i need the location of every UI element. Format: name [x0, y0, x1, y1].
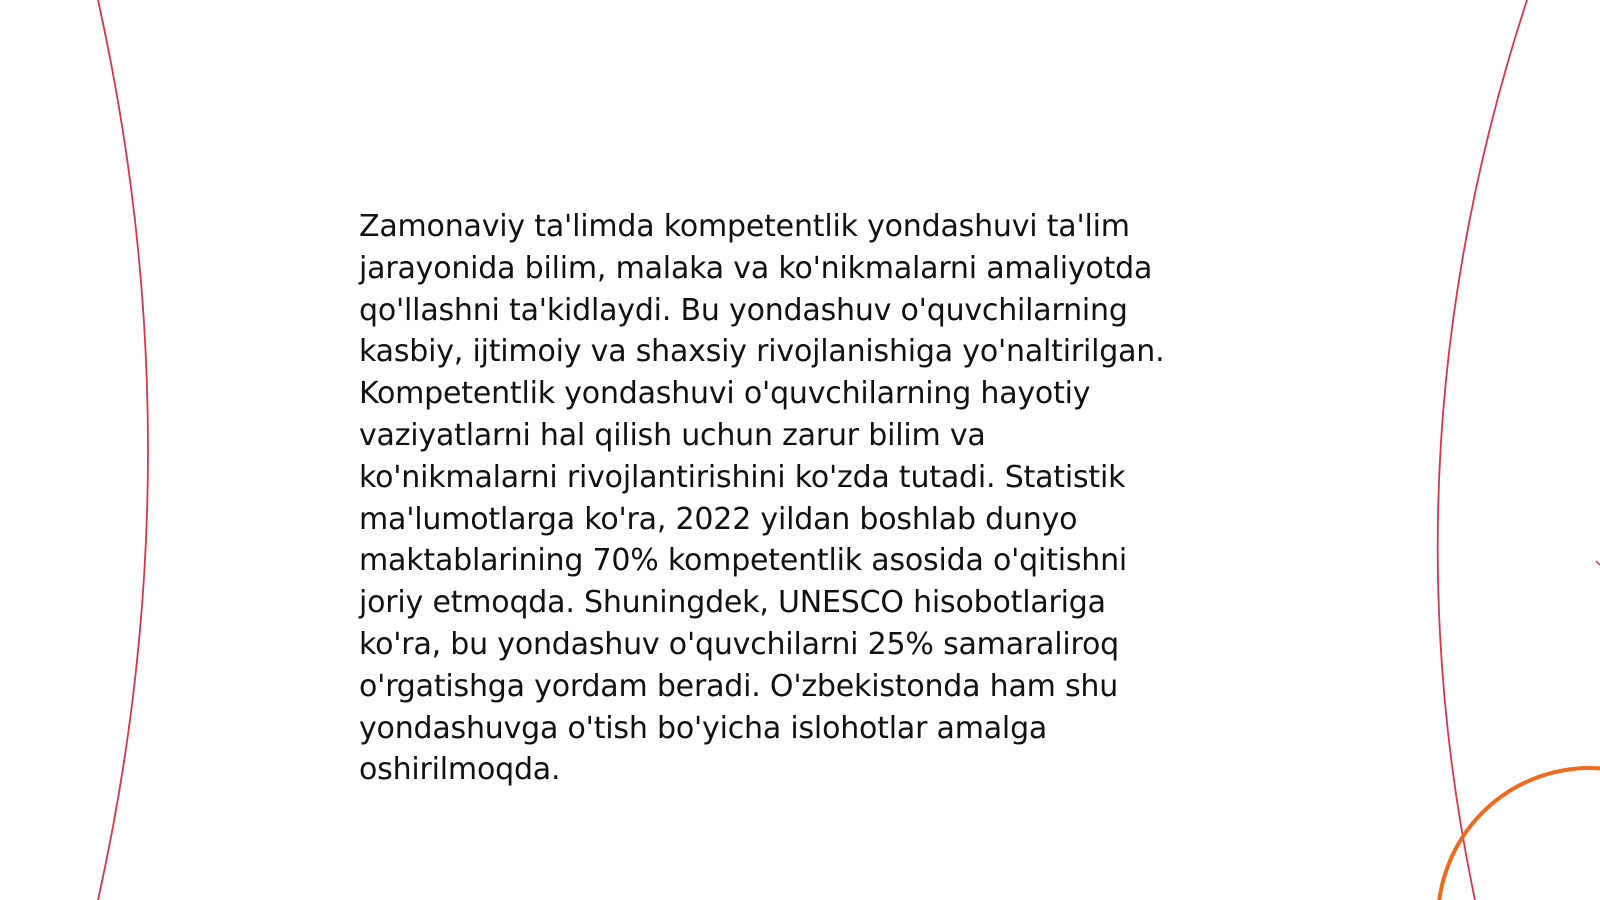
body-paragraph [359, 206, 1239, 791]
paragraph-line: jarayonida bilim, malaka va ko'nikmalarni amaliyotda [359, 250, 1153, 286]
paragraph-line: Zamonaviy ta'limda kompetentlik yondashuvi ta'lim [359, 209, 1130, 244]
paragraph-line: ko'nikmalarni rivojlantirishini ko'zda tutadi. Statistik [359, 459, 1126, 495]
edge-tick-mark [1596, 561, 1600, 565]
paragraph-line: vaziyatlarni hal qilish uchun zarur bilim va [359, 417, 986, 453]
paragraph-line: o'rgatishga yordam beradi. O'zbekistonda ham shu [359, 668, 1119, 704]
paragraph-line: Kompetentlik yondashuvi o'quvchilarning hayotiy [359, 376, 1091, 412]
paragraph-line: qo'llashni ta'kidlaydi. Bu yondashuv o'quvchilarning [359, 292, 1128, 328]
paragraph-line: joriy etmoqda. Shuningdek, UNESCO hisobotlariga [359, 585, 1106, 621]
left-arc-line [98, 0, 148, 900]
paragraph-line: maktablarining 70% kompetentlik asosida o'qitishni [359, 543, 1128, 579]
paragraph-line: ma'lumotlarga ko'ra, 2022 yildan boshlab dunyo [359, 501, 1078, 537]
paragraph-line: yondashuvga o'tish bo'yicha islohotlar amalga [359, 710, 1048, 746]
paragraph-line: oshirilmoqda. [359, 752, 561, 788]
paragraph-line: ko'ra, bu yondashuv o'quvchilarni 25% samaraliroq [359, 626, 1119, 662]
corner-circle-outline [1438, 768, 1600, 900]
paragraph-line: kasbiy, ijtimoiy va shaxsiy rivojlanishiga yo'naltirilgan. [359, 334, 1165, 370]
right-arc-line [1438, 0, 1527, 900]
